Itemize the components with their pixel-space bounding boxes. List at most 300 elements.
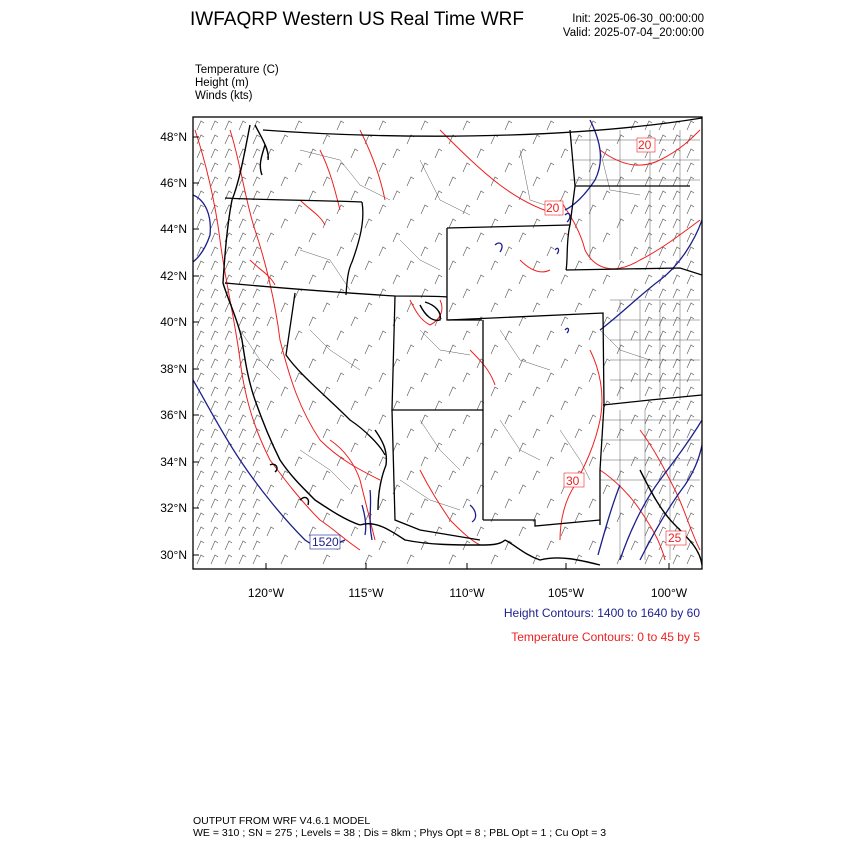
field-winds-label: Winds (kts)	[195, 90, 253, 102]
wind-barb	[491, 261, 498, 270]
temperature-contour-label: 30	[566, 474, 580, 488]
wind-barb	[575, 303, 582, 312]
model-info-line1: OUTPUT FROM WRF V4.6.1 MODEL	[193, 815, 371, 827]
wind-barb	[295, 541, 302, 550]
latitude-labels	[160, 130, 187, 562]
wind-barb	[547, 373, 554, 382]
wind-barb	[295, 289, 302, 298]
wind-barb	[323, 429, 330, 438]
wind-barb	[463, 163, 470, 172]
chart-title: IWFAQRP Western US Real Time WRF	[190, 9, 524, 30]
wind-barb	[253, 429, 260, 438]
wind-barb	[561, 275, 568, 284]
temperature-contours	[195, 130, 700, 560]
wind-barb	[365, 555, 372, 564]
wind-barb	[267, 191, 274, 200]
wind-barb	[449, 177, 456, 186]
wind-barb	[253, 303, 260, 312]
wind-barb	[239, 135, 246, 144]
wind-barb	[659, 401, 666, 410]
wind-barb	[211, 275, 218, 284]
wind-barb	[239, 205, 246, 214]
wind-barb	[253, 443, 260, 452]
wind-barb	[659, 429, 666, 438]
wind-barb	[253, 275, 260, 284]
temperature-contour-label: 25	[668, 531, 682, 545]
wind-barb	[617, 219, 624, 228]
wind-barb	[421, 247, 428, 256]
wind-barb	[253, 359, 260, 368]
wind-barb	[267, 485, 274, 494]
wind-barb	[673, 429, 680, 438]
wind-barb	[309, 317, 316, 326]
wind-barb	[225, 541, 232, 550]
wind-barb	[687, 555, 694, 564]
wind-barb	[197, 233, 204, 242]
wind-barb	[435, 149, 442, 158]
wind-barb	[239, 485, 246, 494]
wind-barb	[463, 499, 470, 508]
wind-barb	[631, 121, 638, 130]
wind-barb	[239, 303, 246, 312]
wind-barb	[239, 261, 246, 270]
wind-barb	[589, 499, 596, 508]
wind-barb	[645, 443, 652, 452]
wind-barb	[673, 471, 680, 480]
wind-barb	[547, 331, 554, 340]
wind-barb	[463, 331, 470, 340]
wind-barb	[589, 415, 596, 424]
wind-barb	[295, 205, 302, 214]
wind-barb	[225, 415, 232, 424]
wind-barbs	[197, 121, 694, 564]
wind-barb	[351, 443, 358, 452]
wind-barb	[211, 345, 218, 354]
wind-barb	[197, 177, 204, 186]
wind-barb	[589, 541, 596, 550]
wind-barb	[659, 135, 666, 144]
wind-barb	[225, 359, 232, 368]
wind-barb	[253, 247, 260, 256]
wind-barb	[281, 261, 288, 270]
wind-barb	[197, 541, 204, 550]
wind-barb	[533, 177, 540, 186]
wind-barb	[197, 527, 204, 536]
wind-barb	[239, 121, 246, 130]
wind-barb	[421, 499, 428, 508]
wind-barb	[645, 359, 652, 368]
wind-barb	[295, 373, 302, 382]
wind-barb	[673, 317, 680, 326]
wind-barb	[211, 471, 218, 480]
wind-barb	[477, 527, 484, 536]
wind-barb	[631, 415, 638, 424]
wind-barb	[561, 359, 568, 368]
wind-barb	[673, 331, 680, 340]
wind-barb	[687, 443, 694, 452]
wind-barb	[659, 289, 666, 298]
wind-barb	[687, 303, 694, 312]
wind-barb	[547, 163, 554, 172]
wind-barb	[239, 289, 246, 298]
wind-barb	[561, 527, 568, 536]
wind-barb	[687, 387, 694, 396]
wind-barb	[687, 373, 694, 382]
wind-barb	[659, 415, 666, 424]
wind-barb	[575, 135, 582, 144]
county-boundaries	[240, 130, 700, 560]
wind-barb	[407, 261, 414, 270]
wind-barb	[225, 345, 232, 354]
wind-barb	[211, 317, 218, 326]
wind-barb	[225, 331, 232, 340]
wind-barb	[295, 331, 302, 340]
wind-barb	[505, 205, 512, 214]
wind-barb	[603, 233, 610, 242]
wind-barb	[253, 289, 260, 298]
plot-frame	[193, 117, 702, 569]
wind-barb	[197, 261, 204, 270]
wind-barb	[225, 401, 232, 410]
wind-barb	[393, 401, 400, 410]
wind-barb	[673, 191, 680, 200]
wind-barb	[225, 177, 232, 186]
wind-barb	[687, 149, 694, 158]
wind-barb	[337, 457, 344, 466]
wind-barb	[379, 499, 386, 508]
wind-barb	[547, 415, 554, 424]
wind-barb	[253, 471, 260, 480]
wind-barb	[239, 219, 246, 228]
wind-barb	[351, 485, 358, 494]
wind-barb	[393, 443, 400, 452]
wind-barb	[533, 135, 540, 144]
wind-barb	[225, 485, 232, 494]
wind-barb	[645, 415, 652, 424]
wind-barb	[645, 233, 652, 242]
wind-barb	[337, 373, 344, 382]
wind-barb	[281, 303, 288, 312]
wind-barb	[673, 135, 680, 144]
wind-barb	[631, 541, 638, 550]
wind-barb	[673, 205, 680, 214]
wind-barb	[617, 429, 624, 438]
wind-barb	[533, 345, 540, 354]
wind-barb	[491, 345, 498, 354]
wind-barb	[309, 275, 316, 284]
wind-barb	[603, 443, 610, 452]
wind-barb	[673, 401, 680, 410]
wind-barb	[253, 149, 260, 158]
wind-barb	[211, 331, 218, 340]
wind-barb	[239, 317, 246, 326]
wind-barb	[211, 457, 218, 466]
wind-barb	[631, 289, 638, 298]
wind-barb	[659, 191, 666, 200]
wind-barb	[323, 261, 330, 270]
wind-barb	[225, 499, 232, 508]
wind-barb	[197, 345, 204, 354]
wind-barb	[519, 527, 526, 536]
wind-barb	[407, 387, 414, 396]
wind-barb	[365, 219, 372, 228]
wind-barb	[631, 331, 638, 340]
wind-barb	[645, 345, 652, 354]
wind-barb	[687, 177, 694, 186]
wind-barb	[505, 163, 512, 172]
wind-barb	[337, 331, 344, 340]
wind-barb	[617, 387, 624, 396]
wind-barb	[211, 499, 218, 508]
wind-barb	[267, 359, 274, 368]
init-time: Init: 2025-06-30_00:00:00	[572, 13, 704, 25]
wind-barb	[239, 499, 246, 508]
wind-barb	[365, 261, 372, 270]
wind-barb	[659, 149, 666, 158]
wind-barb	[211, 233, 218, 242]
wind-barb	[687, 275, 694, 284]
wind-barb	[645, 205, 652, 214]
wind-barb	[379, 331, 386, 340]
wind-barb	[687, 359, 694, 368]
wind-barb	[211, 177, 218, 186]
wind-barb	[225, 121, 232, 130]
wind-barb	[645, 317, 652, 326]
temperature-contours-legend: Temperature Contours: 0 to 45 by 5	[511, 630, 700, 644]
wind-barb	[239, 429, 246, 438]
wind-barb	[645, 177, 652, 186]
wind-barb	[239, 555, 246, 564]
wind-barb	[631, 247, 638, 256]
wind-barb	[239, 401, 246, 410]
wind-barb	[337, 121, 344, 130]
wind-barb	[547, 541, 554, 550]
wind-barb	[365, 345, 372, 354]
wind-barb	[253, 177, 260, 186]
wind-barb	[421, 121, 428, 130]
wind-barb	[337, 247, 344, 256]
wind-barb	[281, 219, 288, 228]
wind-barb	[589, 457, 596, 466]
wind-barb	[435, 275, 442, 284]
wind-barb	[575, 429, 582, 438]
wind-barb	[519, 275, 526, 284]
wind-barb	[673, 359, 680, 368]
map-plot-area	[193, 118, 702, 565]
wind-barb	[561, 149, 568, 158]
wind-barb	[659, 527, 666, 536]
wind-barb	[659, 233, 666, 242]
wind-barb	[351, 317, 358, 326]
wind-barb	[687, 457, 694, 466]
wind-barb	[253, 527, 260, 536]
temperature-contour-label: 20	[546, 201, 560, 215]
wind-barb	[197, 443, 204, 452]
wind-barb	[547, 247, 554, 256]
wind-barb	[673, 247, 680, 256]
wind-barb	[463, 457, 470, 466]
height-contour-label: 1520	[312, 535, 339, 549]
wind-barb	[491, 387, 498, 396]
wind-barb	[617, 135, 624, 144]
wind-barb	[435, 233, 442, 242]
wind-barb	[295, 499, 302, 508]
wind-barb	[253, 373, 260, 382]
wind-barb	[673, 163, 680, 172]
wind-barb	[225, 149, 232, 158]
wind-barb	[575, 261, 582, 270]
wind-barb	[687, 121, 694, 130]
wind-barb	[211, 289, 218, 298]
wind-barb	[463, 205, 470, 214]
wind-barb	[197, 555, 204, 564]
wind-barb	[253, 163, 260, 172]
wind-barb	[379, 415, 386, 424]
wind-barb	[351, 275, 358, 284]
wind-barb	[351, 149, 358, 158]
wind-barb	[673, 373, 680, 382]
wind-barb	[225, 555, 232, 564]
wind-barb	[379, 457, 386, 466]
longitude-labels	[248, 586, 688, 600]
wind-barb	[435, 485, 442, 494]
wind-barb	[687, 345, 694, 354]
wind-barb	[211, 429, 218, 438]
wind-barb	[673, 275, 680, 284]
wind-barb	[393, 149, 400, 158]
wind-barb	[645, 387, 652, 396]
wind-barb	[463, 121, 470, 130]
wind-barb	[449, 555, 456, 564]
wind-barb	[253, 345, 260, 354]
wind-barb	[561, 401, 568, 410]
wind-barb	[393, 191, 400, 200]
wind-barb	[281, 177, 288, 186]
wind-barb	[659, 163, 666, 172]
wind-barb	[365, 387, 372, 396]
wind-barb	[505, 331, 512, 340]
wind-barb	[281, 555, 288, 564]
wind-barb	[225, 387, 232, 396]
lon-label: 115°W	[348, 586, 384, 600]
wind-barb	[435, 359, 442, 368]
wind-barb	[491, 555, 498, 564]
wind-barb	[519, 359, 526, 368]
wind-barb	[575, 345, 582, 354]
wind-barb	[449, 219, 456, 228]
wind-barb	[211, 149, 218, 158]
wind-barb	[211, 163, 218, 172]
wind-barb	[379, 247, 386, 256]
wind-barb	[449, 387, 456, 396]
wind-barb	[645, 331, 652, 340]
wind-barb	[295, 163, 302, 172]
wind-barb	[379, 289, 386, 298]
wind-barb	[211, 513, 218, 522]
wind-barb	[687, 205, 694, 214]
wind-barb	[337, 499, 344, 508]
wind-barb	[659, 121, 666, 130]
wind-barb	[407, 177, 414, 186]
wind-barb	[197, 163, 204, 172]
wind-barb	[309, 443, 316, 452]
lat-label: 40°N	[160, 315, 187, 329]
wind-barb	[351, 233, 358, 242]
wind-barb	[617, 471, 624, 480]
wind-barb	[673, 513, 680, 522]
lon-label: 105°W	[547, 586, 585, 600]
wind-barb	[673, 177, 680, 186]
wind-barb	[449, 303, 456, 312]
wind-barb	[659, 177, 666, 186]
lat-label: 32°N	[160, 501, 187, 515]
lon-label: 120°W	[247, 586, 285, 600]
wind-barb	[687, 191, 694, 200]
wind-barb	[463, 373, 470, 382]
wind-barb	[337, 289, 344, 298]
wind-barb	[645, 555, 652, 564]
wind-barb	[337, 415, 344, 424]
wind-barb	[547, 499, 554, 508]
wind-barb	[561, 233, 568, 242]
wind-barb	[323, 303, 330, 312]
wind-barb	[379, 163, 386, 172]
wind-barb	[505, 289, 512, 298]
wind-barb	[295, 247, 302, 256]
wind-barb	[211, 541, 218, 550]
wind-barb	[211, 373, 218, 382]
wind-barb	[211, 135, 218, 144]
wind-barb	[421, 205, 428, 214]
wind-barb	[225, 135, 232, 144]
wind-barb	[645, 429, 652, 438]
wind-barb	[449, 261, 456, 270]
wind-barb	[617, 177, 624, 186]
wind-barb	[673, 387, 680, 396]
wind-barb	[631, 373, 638, 382]
wind-barb	[421, 457, 428, 466]
wind-barb	[225, 261, 232, 270]
lat-label: 42°N	[160, 269, 187, 283]
wind-barb	[589, 331, 596, 340]
wind-barb	[631, 499, 638, 508]
wind-barb	[295, 415, 302, 424]
wind-barb	[645, 191, 652, 200]
wind-barb	[505, 457, 512, 466]
wind-barb	[645, 247, 652, 256]
wind-barb	[197, 499, 204, 508]
lat-label: 38°N	[160, 362, 187, 376]
wind-barb	[379, 373, 386, 382]
wind-barb	[267, 401, 274, 410]
wind-barb	[547, 289, 554, 298]
wind-barb	[505, 247, 512, 256]
wind-barb	[533, 429, 540, 438]
lat-label: 30°N	[160, 548, 187, 562]
wind-barb	[239, 443, 246, 452]
wind-barb	[351, 359, 358, 368]
wind-barb	[421, 415, 428, 424]
wind-barb	[645, 527, 652, 536]
wind-barb	[505, 121, 512, 130]
wind-barb	[323, 135, 330, 144]
wind-barb	[379, 121, 386, 130]
wind-barb	[659, 485, 666, 494]
wind-barb	[365, 303, 372, 312]
wind-barb	[239, 513, 246, 522]
wind-barb	[281, 135, 288, 144]
wind-barb	[617, 513, 624, 522]
